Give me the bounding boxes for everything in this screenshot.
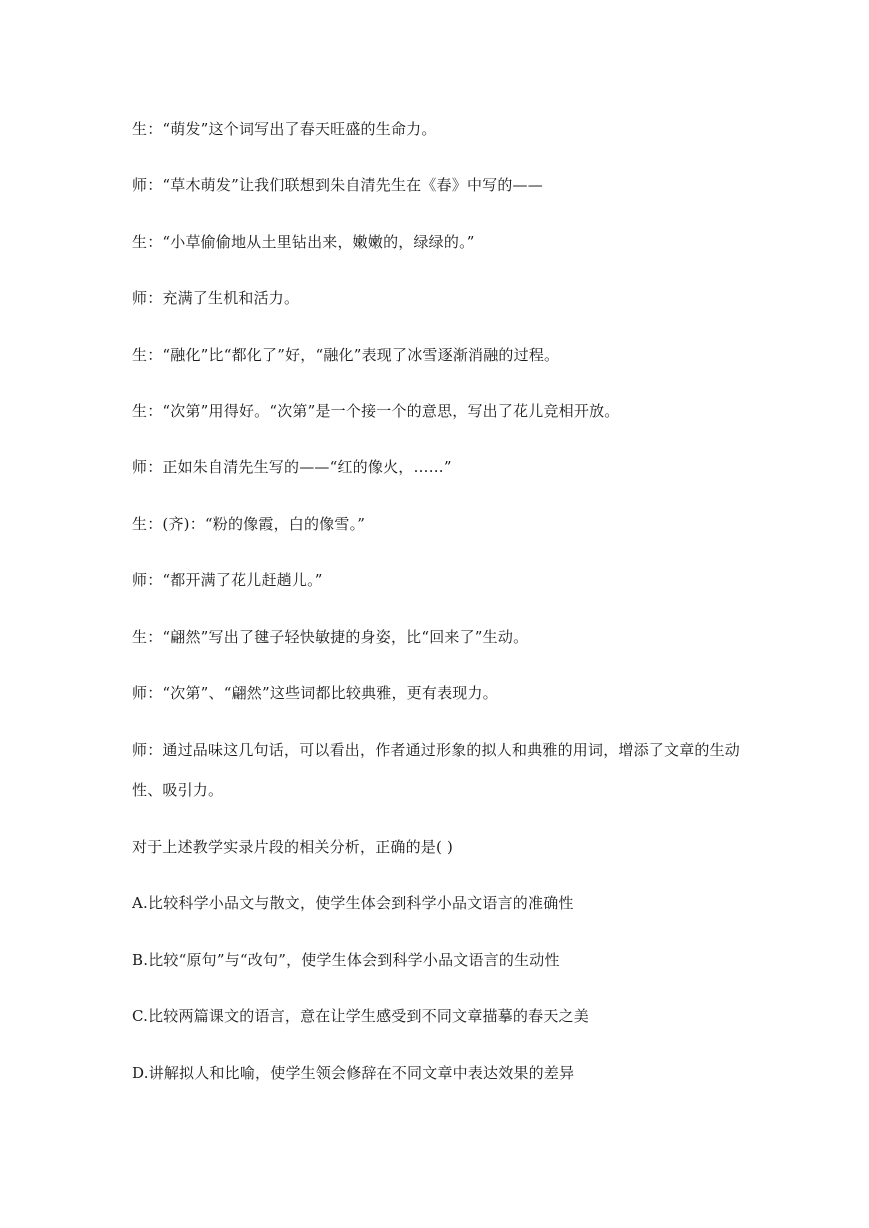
- dialogue-line: 生：“小草偷偷地从土里钻出来，嫩嫩的，绿绿的。”: [132, 233, 475, 251]
- dialogue-line: 师：“次第”、“翩然”这些词都比较典雅，更有表现力。: [132, 684, 498, 702]
- dialogue-line: 师：正如朱自清先生写的——“红的像火，……”: [132, 458, 452, 476]
- dialogue-line: 生：“翩然”写出了毽子轻快敏捷的身姿，比“回来了”生动。: [132, 628, 529, 646]
- dialogue-line: 生：“次第”用得好。“次第”是一个接一个的意思，写出了花儿竞相开放。: [132, 402, 620, 420]
- dialogue-line: 师：“草木萌发”让我们联想到朱自清先生在《春》中写的——: [132, 176, 543, 194]
- option-d: D.讲解拟人和比喻，使学生领会修辞在不同文章中表达效果的差异: [132, 1064, 575, 1082]
- question-stem: 对于上述教学实录片段的相关分析，正确的是( ): [132, 838, 454, 856]
- dialogue-line: 生：“融化”比“都化了”好，“融化”表现了冰雪逐渐消融的过程。: [132, 346, 560, 364]
- dialogue-line: 生：(齐)：“粉的像霞，白的像雪。”: [132, 515, 366, 533]
- summary-line-1: 师：通过品味这几句话，可以看出，作者通过形象的拟人和典雅的用词，增添了文章的生动: [132, 741, 741, 759]
- option-b: B.比较“原句”与“改句”，使学生体会到科学小品文语言的生动性: [132, 951, 560, 969]
- dialogue-line: 师：“都开满了花儿赶趟儿。”: [132, 571, 323, 589]
- summary-line-2: 性、吸引力。: [132, 781, 224, 799]
- dialogue-line: 师：充满了生机和活力。: [132, 289, 300, 307]
- dialogue-line: 生：“萌发”这个词写出了春天旺盛的生命力。: [132, 120, 437, 138]
- option-c: C.比较两篇课文的语言，意在让学生感受到不同文章描摹的春天之美: [132, 1007, 589, 1025]
- option-a: A.比较科学小品文与散文，使学生体会到科学小品文语言的准确性: [132, 894, 574, 912]
